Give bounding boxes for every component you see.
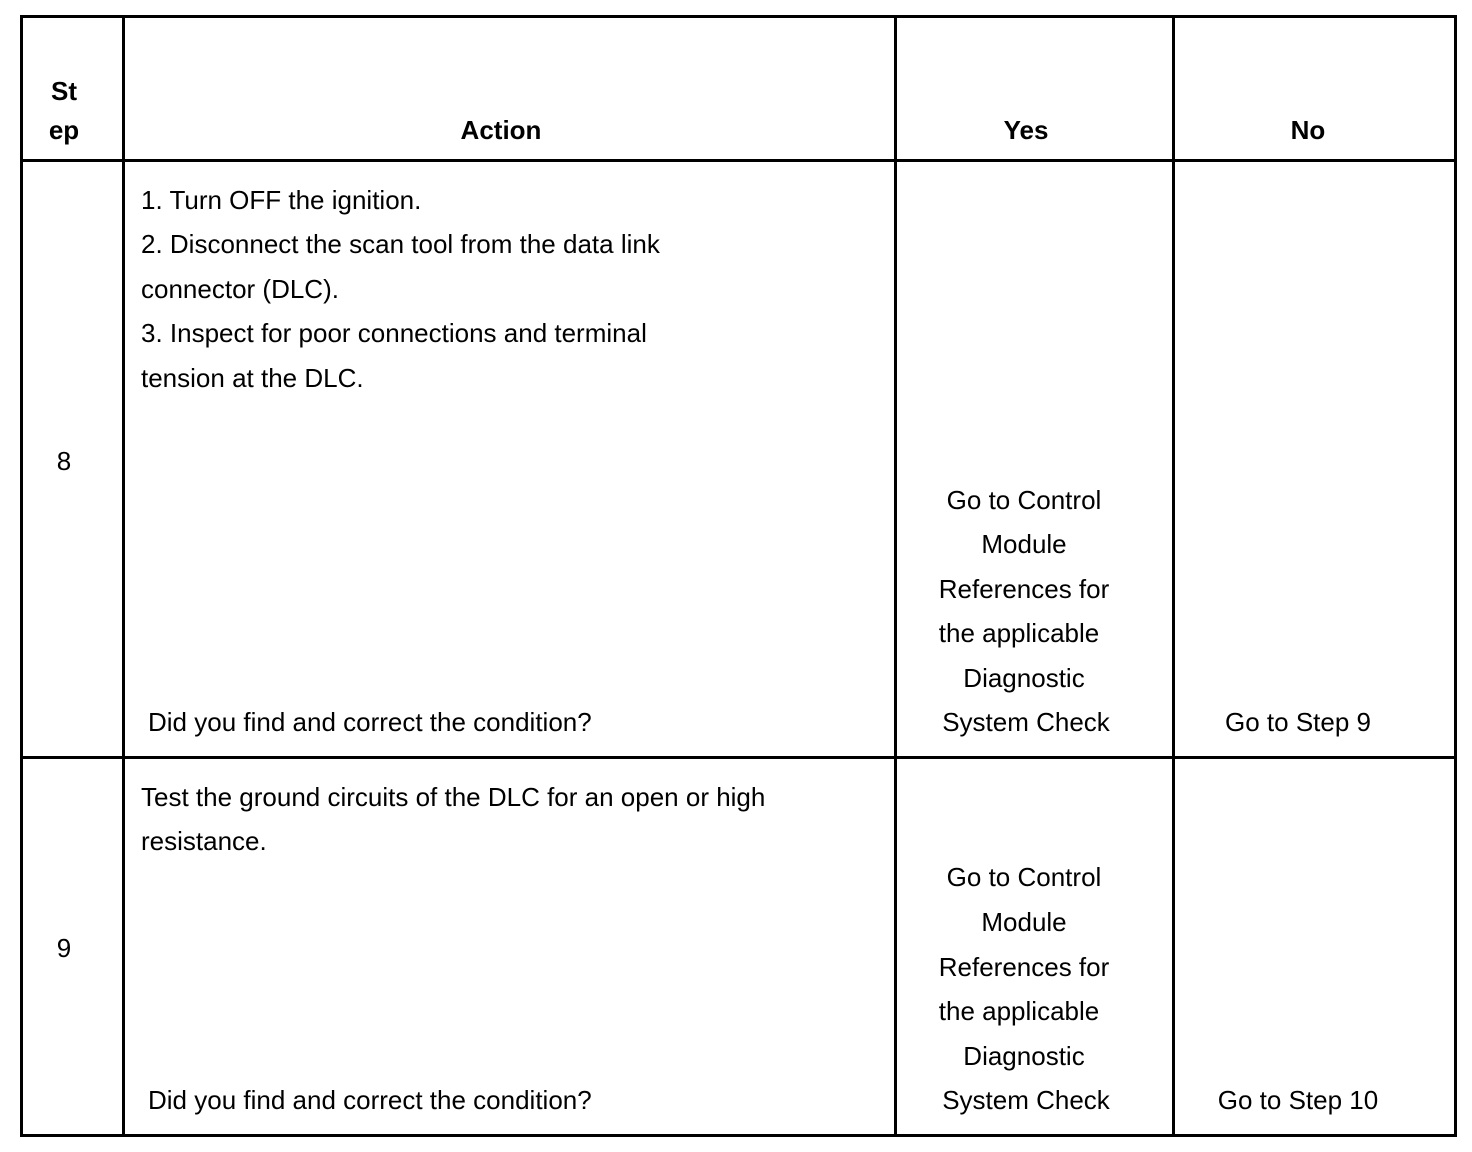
yes-line: Diagnostic (963, 1041, 1085, 1071)
action-line: connector (DLC). (141, 274, 339, 304)
yes-line: the applicable (938, 618, 1100, 648)
table-border-bottom (20, 1134, 1457, 1137)
action-line: tension at the DLC. (141, 363, 364, 393)
action-line: 3. Inspect for poor connections and terminal (141, 318, 647, 348)
header-divider (20, 159, 1457, 162)
action-question: Did you find and correct the condition? (148, 707, 592, 737)
yes-line: Go to Control (946, 862, 1102, 892)
yes-line: Module (981, 529, 1067, 559)
no-result: Go to Step 9 (1225, 707, 1371, 737)
step-number: 8 (56, 446, 72, 476)
yes-line: Go to Control (946, 485, 1102, 515)
table-border-right (1454, 15, 1457, 1137)
header-yes: Yes (1003, 115, 1049, 145)
action-question: Did you find and correct the condition? (148, 1085, 592, 1115)
header-step-line2: ep (48, 115, 80, 145)
yes-line: System Check (942, 1085, 1110, 1115)
no-result: Go to Step 10 (1217, 1085, 1379, 1115)
yes-line: Module (981, 907, 1067, 937)
diagnostic-table (20, 15, 1457, 1137)
column-divider-step (122, 15, 125, 1137)
header-action: Action (460, 115, 542, 145)
yes-line: the applicable (938, 996, 1100, 1026)
yes-line: Diagnostic (963, 663, 1085, 693)
header-no: No (1290, 115, 1326, 145)
yes-line: System Check (942, 707, 1110, 737)
column-divider-yes (1172, 15, 1175, 1137)
table-border-top (20, 15, 1457, 18)
action-line: 2. Disconnect the scan tool from the data link (141, 229, 660, 259)
yes-line: References for (938, 952, 1110, 982)
yes-line: References for (938, 574, 1110, 604)
header-step-line1: St (51, 76, 77, 106)
action-line: 1. Turn OFF the ignition. (141, 185, 422, 215)
action-line: resistance. (141, 826, 267, 856)
row-divider (20, 756, 1457, 759)
table-border-left (20, 15, 23, 1137)
column-divider-action (894, 15, 897, 1137)
step-number: 9 (56, 933, 72, 963)
action-line: Test the ground circuits of the DLC for an open or high (141, 782, 766, 812)
